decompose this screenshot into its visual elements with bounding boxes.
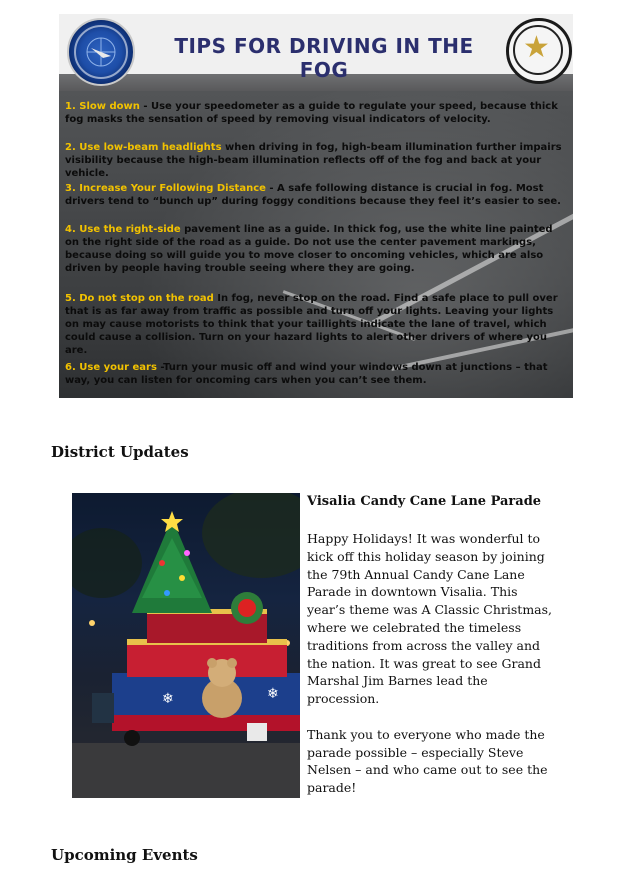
star-icon: ★ <box>523 30 550 65</box>
tip-keyword: Do not stop on the road <box>79 293 214 304</box>
tip-text: In fog, never stop on the road. Find a safe place to pull over that is as far away from traffic as possible and turn off your lights. Leaving your lights on may cause motorists to think that your taillights indicate the lane of travel, which could cause a collision. Turn on your hazard lights to alert other drivers of where you are. <box>65 293 558 356</box>
tip-item: 6. Use your ears -Turn your music off and wind your windows down at junctions – that way, you can listen for oncoming cars when you can’t see them. <box>65 362 548 386</box>
naval-air-station-seal-icon <box>67 18 135 86</box>
tip-keyword: Increase Your Following Distance <box>79 183 266 194</box>
tip-item: 2. Use low-beam headlights when driving in fog, high-beam illumination further impairs visibility because the high-beam illumination reflects off of the fog and back at your vehicle. <box>65 142 562 179</box>
tip-text: -Turn your music off and wind your windows down at junctions – that way, you can listen for oncoming cars when you can’t see them. <box>65 362 548 386</box>
parade-float-illustration <box>72 493 300 798</box>
tips-list <box>59 89 573 398</box>
svg-text:❄: ❄ <box>162 691 174 707</box>
section-heading-district-updates: District Updates <box>51 443 189 461</box>
tip-keyword: Use the right-side <box>79 224 181 235</box>
article-body <box>307 530 559 815</box>
tip-item: 1. Slow down - Use your speedometer as a guide to regulate your speed, because thick fog masks the sensation of speed by removing visual indicators of velocity. <box>65 101 558 125</box>
parade-float-photo <box>72 493 300 798</box>
tip-keyword: Use low-beam headlights <box>79 142 222 153</box>
tip-item: 3. Increase Your Following Distance - A safe following distance is crucial in fog. Most drivers tend to “bunch up” during foggy conditions because they feel it’s easier to see. <box>65 183 561 207</box>
tip-text: pavement line as a guide. In thick fog, use the white line painted on the right side of the road as a guide. Do not use the center pavement markings, because doing so will guide you to move closer to oncoming vehicles, which are also driven by people having trouble seeing where they are going. <box>65 224 553 274</box>
tip-item: 4. Use the right-side pavement line as a guide. In thick fog, use the white line painted on the right side of the road as a guide. Do not use the center pavement markings, because doing so will guide you to move closer to oncoming vehicles, which are also driven by people having trouble seeing where they are going. <box>65 224 553 274</box>
banner-title: TIPS FOR DRIVING IN THE FOG <box>174 34 474 82</box>
article-paragraph: Thank you to everyone who made the parade possible – especially Steve Nelsen – and who came out to see the parade! <box>307 726 548 796</box>
fog-tips-banner <box>59 14 573 398</box>
section-heading-upcoming-events: Upcoming Events <box>51 846 198 864</box>
svg-text:❄: ❄ <box>267 686 279 702</box>
tip-text: - Use your speedometer as a guide to regulate your speed, because thick fog masks the sensation of speed by removing visual indicators of velocity. <box>65 101 558 125</box>
article-title: Visalia Candy Cane Lane Parade <box>307 494 542 509</box>
safety-begins-with-team-work-seal-icon <box>506 18 572 84</box>
tip-item: 5. Do not stop on the road In fog, never stop on the road. Find a safe place to pull over that is as far away from traffic as possible and turn off your lights. Leaving your lights on may cause motorists to think that your taillights indicate the lane of travel, which could cause a collision. Turn on your hazard lights to alert other drivers of where you are. <box>65 293 558 356</box>
tip-text: when driving in fog, high-beam illumination further impairs visibility because the high-beam illumination reflects off of the fog and back at your vehicle. <box>65 142 562 179</box>
article-paragraph: Happy Holidays! It was wonderful to kick off this holiday season by joining the 79th Annual Candy Cane Lane Parade in downtown Visalia. This year’s theme was A Classic Christmas, where we celebrated the timeless traditions from across the valley and the nation. It was great to see Grand Marshal Jim Barnes lead the procession. <box>307 531 553 707</box>
tip-keyword: Use your ears <box>79 362 157 373</box>
tip-text: - A safe following distance is crucial in fog. Most drivers tend to “bunch up” during foggy conditions because they feel it’s easier to see. <box>65 183 561 207</box>
tip-keyword: Slow down <box>79 101 140 112</box>
